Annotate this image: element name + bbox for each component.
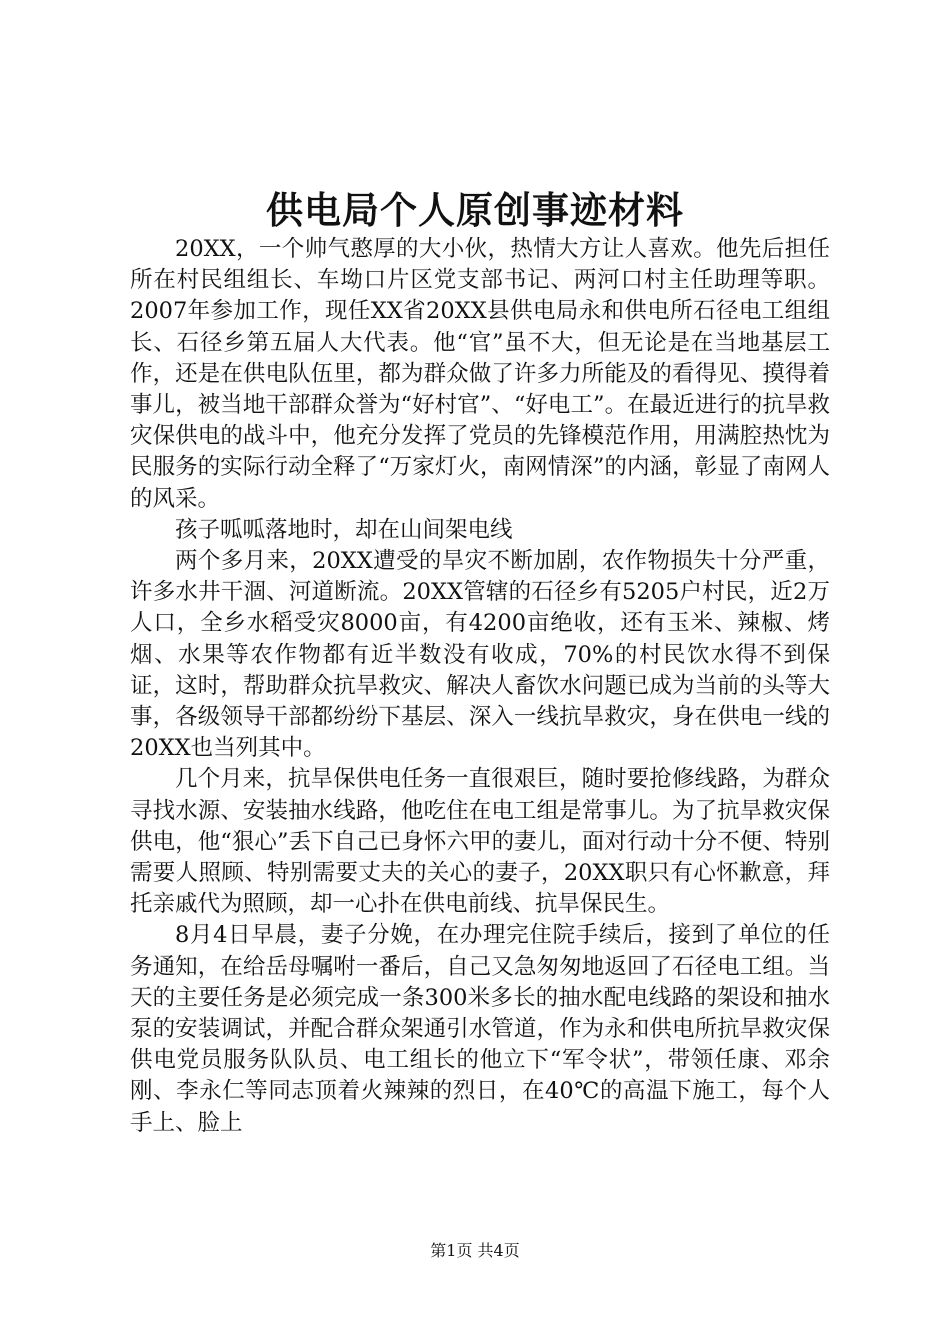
document-body — [130, 234, 830, 1139]
body-paragraph: 几个月来，抗旱保供电任务一直很艰巨，随时要抢修线路，为群众寻找水源、安装抽水线路，他吃住在电工组是常事儿。为了抗旱救灾保供电，他“狠心”丢下自己已身怀六甲的妻儿，面对行动十分不便、特别需要人照顾、特别需要丈夫的关心的妻子，20XX职只有心怀歉意，拜托亲戚代为照顾，却一心扑在供电前线、抗旱保民生。 — [130, 766, 830, 918]
body-paragraph: 两个多月来，20XX遭受的旱灾不断加剧，农作物损失十分严重，许多水井干涸、河道断流。20XX管辖的石径乡有5205户村民，近2万人口，全乡水稻受灾8000亩，有4200亩绝收，还有玉米、辣椒、烤烟、水果等农作物都有近半数没有收成，70%的村民饮水得不到保证，这时，帮助群众抗旱救灾、解决人畜饮水问题已成为当前的头等大事，各级领导干部都纷纷下基层、深入一线抗旱救灾，身在供电一线的20XX也当列其中。 — [130, 548, 830, 762]
document-title: 供电局个人原创事迹材料 — [266, 188, 684, 232]
body-paragraph: 20XX，一个帅气憨厚的大小伙，热情大方让人喜欢。他先后担任所在村民组组长、车坳口片区党支部书记、两河口村主任助理等职。2007年参加工作，现任XX省20XX县供电局永和供电所石径电工组组长、石径乡第五届人大代表。他“官”虽不大，但无论是在当地基层工作，还是在供电队伍里，都为群众做了许多力所能及的看得见、摸得着事儿，被当地干部群众誉为“好村官”、“好电工”。在最近进行的抗旱救灾保供电的战斗中，他充分发挥了党员的先锋模范作用，用满腔热忱为民服务的实际行动全释了“万家灯火，南网情深”的内涵，彰显了南网人的风采。 — [130, 236, 830, 512]
section-heading: 孩子呱呱落地时，却在山间架电线 — [175, 516, 513, 543]
page-footer: 第1页 共4页 — [430, 1241, 520, 1260]
body-paragraph: 8月4日早晨，妻子分娩，在办理完住院手续后，接到了单位的任务通知，在给岳母嘱咐一番后，自己又急匆匆地返回了石径电工组。当天的主要任务是必须完成一条300米多长的抽水配电线路的架设和抽水泵的安装调试，并配合群众架通引水管道，作为永和供电所抗旱救灾保供电党员服务队队员、电工组长的他立下“军令状”，带领任康、邓余刚、李永仁等同志顶着火辣辣的烈日，在40℃的高温下施工，每个人手上、脸上 — [130, 922, 830, 1136]
